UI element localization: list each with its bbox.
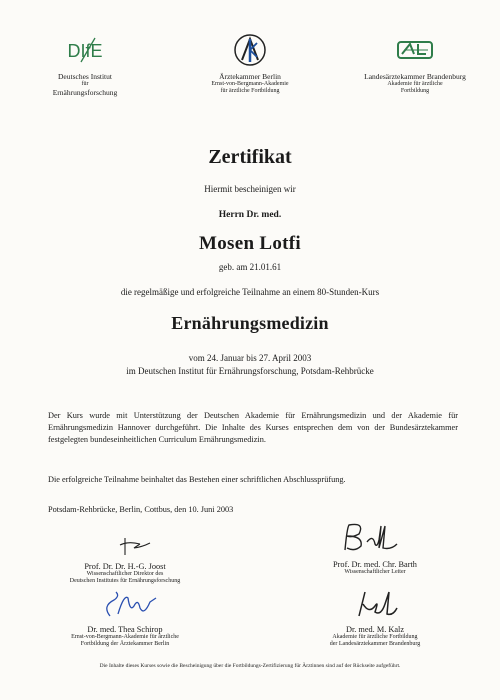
signatory-name: Prof. Dr. Dr. H.-G. Joost — [84, 562, 166, 571]
institution-sub-2: Fortbildung — [400, 88, 430, 94]
certificate-title: Zertifikat — [208, 146, 292, 168]
dife-logo — [10, 30, 160, 70]
dife-logo-text: DIfE — [67, 41, 103, 61]
intro-text: Hiermit bescheinigen wir — [204, 184, 296, 194]
institution-name: Landesärztekammer Brandenburg — [364, 72, 466, 81]
aerztekammer-logo — [175, 30, 325, 70]
course-dates: vom 24. Januar bis 27. April 2003 — [188, 353, 312, 363]
institution-sub-2: für ärztliche Fortbildung — [220, 88, 280, 94]
signature-schirop — [40, 588, 210, 648]
signatory-title: Wissenschaftlicher Leiter — [344, 569, 406, 575]
signatory-name: Dr. med. Thea Schirop — [87, 625, 163, 634]
institution-name-2: Ernährungsforschung — [52, 88, 118, 97]
handwritten-signature-kalz — [335, 588, 415, 620]
signature-kalz — [290, 588, 460, 648]
handwritten-signature-schirop — [80, 588, 170, 620]
institution-name: Deutsches Institut — [58, 72, 112, 81]
course-description: Der Kurs wurde mit Unterstützung der Deutschen Akademie für Ernährungsmedizin und der Akademie für Ernährungsmedizin Hannover durchgeführt. Die Inhalte des Kurses entsprechen dem von der Bundesärztekammer festgelegten bundeseinheitlichen Curriculum Ernährungsmedizin. — [48, 411, 458, 444]
landesaerztekammer-logo — [340, 30, 490, 70]
signatory-title-2: der Landesärztekammer Brandenburg — [329, 641, 421, 647]
institution-sub: Ernst-von-Bergmann-Akademie — [211, 81, 289, 87]
footer-note: Die Inhalte dieses Kurses sowie die Bescheinigung über die Fortbildungs-Zertifizierung für Ärztinnen sind auf der Rückseite aufgeführt. — [99, 663, 401, 669]
course-location: im Deutschen Institut für Ernährungsforschung, Potsdam-Rehbrücke — [126, 366, 374, 376]
signatory-title: Akademie für ärztliche Fortbildung — [332, 634, 418, 640]
header-institution-center — [175, 30, 325, 95]
signatory-title-2: Fortbildung der Ärztekammer Berlin — [80, 641, 170, 647]
salutation-text: Herrn Dr. med. — [218, 210, 282, 220]
signature-barth — [290, 520, 460, 576]
signatory-name: Prof. Dr. med. Chr. Barth — [333, 560, 417, 569]
birth-date: geb. am 21.01.61 — [218, 262, 282, 272]
handwritten-signature-joost — [80, 535, 170, 557]
signatory-title-2: Deutschen Institutes für Ernährungsforschung — [69, 578, 181, 584]
institution-name: Ärztekammer Berlin — [219, 72, 281, 81]
institution-sub: für — [81, 81, 89, 87]
signatory-title: Ernst-von-Bergmann-Akademie für ärztliche — [71, 634, 179, 640]
header-institution-right — [340, 30, 490, 95]
institution-sub: Akademie für ärztliche — [387, 81, 443, 87]
course-name: Ernährungsmedizin — [171, 313, 329, 333]
header-institution-left — [10, 30, 160, 97]
signature-joost — [40, 535, 210, 585]
handwritten-signature-barth — [335, 520, 415, 555]
participation-text: die regelmäßige und erfolgreiche Teilnahme an einem 80-Stunden-Kurs — [120, 287, 380, 297]
exam-statement: Die erfolgreiche Teilnahme beinhaltet das Bestehen einer schriftlichen Abschlussprüfung. — [48, 475, 346, 484]
signatory-name: Dr. med. M. Kalz — [345, 625, 405, 634]
place-date: Potsdam-Rehbrücke, Berlin, Cottbus, den 10. Juni 2003 — [48, 505, 234, 514]
recipient-name: Mosen Lotfi — [199, 233, 301, 254]
signatory-title: Wissenschaftlicher Direktor des — [86, 571, 164, 577]
